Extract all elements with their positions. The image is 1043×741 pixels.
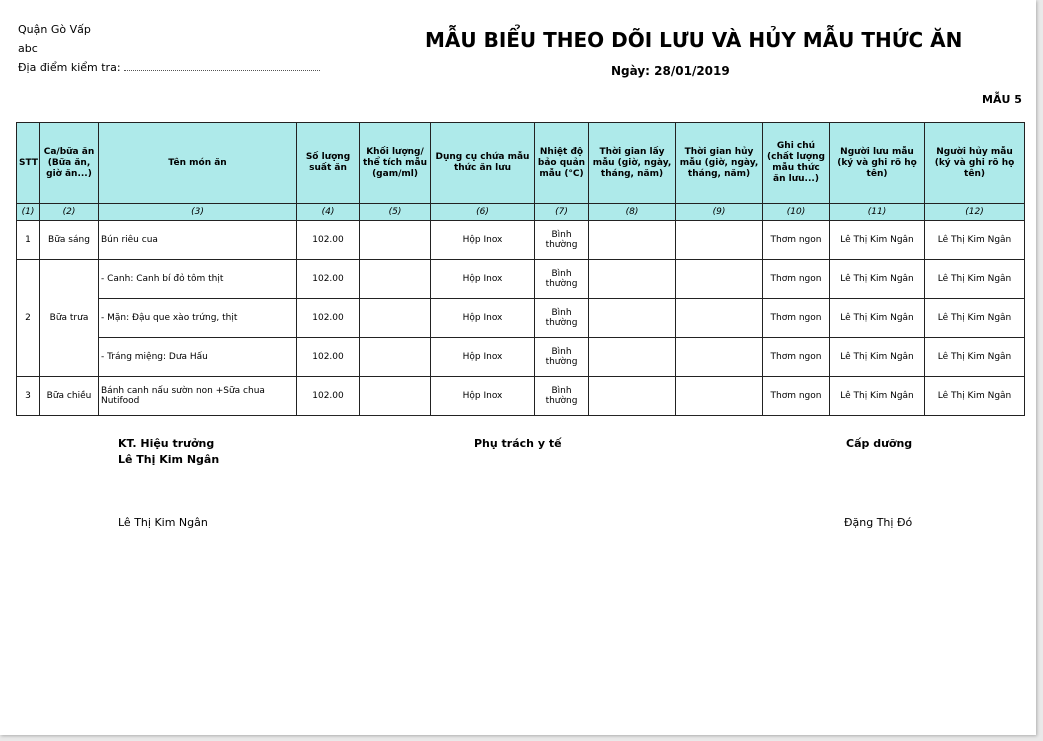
table-body [17, 221, 1025, 416]
table-row [17, 338, 1025, 377]
column-number: (4) [297, 204, 360, 221]
sample-tracking-table [16, 122, 1025, 416]
report-date: Ngày: 28/01/2019 [611, 64, 730, 78]
take-time-cell [589, 260, 676, 299]
temperature-cell: Bình thường [535, 260, 589, 299]
keeper-cell: Lê Thị Kim Ngân [830, 221, 925, 260]
column-header: Người lưu mẫu (ký và ghi rõ họ tên) [830, 123, 925, 204]
destroy-time-cell [676, 338, 763, 377]
column-header: Thời gian lấy mẫu (giờ, ngày, tháng, năm) [589, 123, 676, 204]
table-row [17, 221, 1025, 260]
header-left [18, 20, 320, 77]
location-line [18, 58, 320, 77]
table-header-row [17, 123, 1025, 204]
quantity-cell: 102.00 [297, 299, 360, 338]
dish-name-cell: - Tráng miệng: Dưa Hấu [99, 338, 297, 377]
note-cell: Thơm ngon [763, 260, 830, 299]
column-header: Ca/bữa ăn (Bữa ăn, giờ ăn...) [40, 123, 99, 204]
column-header: Nhiệt độ bảo quản mẫu (°C) [535, 123, 589, 204]
column-header: Tên món ăn [99, 123, 297, 204]
column-header: Dụng cụ chứa mẫu thức ăn lưu [431, 123, 535, 204]
cook-title: Cấp dưỡng [846, 437, 913, 450]
column-header: Người hủy mẫu (ký và ghi rõ họ tên) [925, 123, 1025, 204]
column-number: (2) [40, 204, 99, 221]
note-cell: Thơm ngon [763, 299, 830, 338]
dish-name-cell: - Mặn: Đậu que xào trứng, thịt [99, 299, 297, 338]
column-number: (11) [830, 204, 925, 221]
principal-name: Lê Thị Kim Ngân [118, 516, 208, 529]
take-time-cell [589, 377, 676, 416]
note-cell: Thơm ngon [763, 338, 830, 377]
table-row [17, 260, 1025, 299]
principal-title: KT. Hiệu trưởng [118, 437, 215, 450]
quantity-cell: 102.00 [297, 221, 360, 260]
quantity-cell: 102.00 [297, 338, 360, 377]
dish-name-cell: - Canh: Canh bí đỏ tôm thịt [99, 260, 297, 299]
take-time-cell [589, 338, 676, 377]
principal-signature-block [118, 436, 219, 468]
weight-cell [360, 338, 431, 377]
weight-cell [360, 260, 431, 299]
column-number: (6) [431, 204, 535, 221]
location-dotted-line [124, 59, 320, 71]
column-header: STT [17, 123, 40, 204]
district-name: Quận Gò Vấp [18, 23, 91, 36]
keeper-cell: Lê Thị Kim Ngân [830, 260, 925, 299]
stt-cell: 2 [17, 260, 40, 377]
temperature-cell: Bình thường [535, 338, 589, 377]
column-header: Khối lượng/ thể tích mẫu (gam/ml) [360, 123, 431, 204]
table-column-number-row [17, 204, 1025, 221]
weight-cell [360, 221, 431, 260]
container-cell: Hộp Inox [431, 377, 535, 416]
note-cell: Thơm ngon [763, 377, 830, 416]
container-cell: Hộp Inox [431, 221, 535, 260]
destroyer-cell: Lê Thị Kim Ngân [925, 338, 1025, 377]
take-time-cell [589, 299, 676, 338]
take-time-cell [589, 221, 676, 260]
destroyer-cell: Lê Thị Kim Ngân [925, 260, 1025, 299]
destroy-time-cell [676, 377, 763, 416]
column-number: (7) [535, 204, 589, 221]
table-row [17, 377, 1025, 416]
meal-cell: Bữa trưa [40, 260, 99, 377]
destroy-time-cell [676, 260, 763, 299]
table-row [17, 299, 1025, 338]
dish-name-cell: Bún riêu cua [99, 221, 297, 260]
temperature-cell: Bình thường [535, 221, 589, 260]
report-title: MẪU BIỂU THEO DÕI LƯU VÀ HỦY MẪU THỨC ĂN [425, 28, 963, 52]
dish-name-cell: Bánh canh nấu sườn non +Sữa chua Nutifood [99, 377, 297, 416]
column-header: Ghi chú (chất lượng mẫu thức ăn lưu...) [763, 123, 830, 204]
column-number: (5) [360, 204, 431, 221]
keeper-cell: Lê Thị Kim Ngân [830, 377, 925, 416]
location-label: Địa điểm kiểm tra: [18, 61, 121, 74]
cook-name: Đặng Thị Đó [844, 516, 913, 529]
meal-cell: Bữa chiều [40, 377, 99, 416]
keeper-cell: Lê Thị Kim Ngân [830, 338, 925, 377]
quantity-cell: 102.00 [297, 377, 360, 416]
column-number: (3) [99, 204, 297, 221]
destroyer-cell: Lê Thị Kim Ngân [925, 377, 1025, 416]
keeper-cell: Lê Thị Kim Ngân [830, 299, 925, 338]
stt-cell: 3 [17, 377, 40, 416]
temperature-cell: Bình thường [535, 377, 589, 416]
weight-cell [360, 299, 431, 338]
unit-name: abc [18, 42, 38, 55]
container-cell: Hộp Inox [431, 260, 535, 299]
medical-title: Phụ trách y tế [474, 437, 562, 450]
destroyer-cell: Lê Thị Kim Ngân [925, 299, 1025, 338]
column-number: (8) [589, 204, 676, 221]
column-header: Số lượng suất ăn [297, 123, 360, 204]
destroy-time-cell [676, 221, 763, 260]
stt-cell: 1 [17, 221, 40, 260]
temperature-cell: Bình thường [535, 299, 589, 338]
meal-cell: Bữa sáng [40, 221, 99, 260]
weight-cell [360, 377, 431, 416]
container-cell: Hộp Inox [431, 299, 535, 338]
column-header: Thời gian hủy mẫu (giờ, ngày, tháng, năm) [676, 123, 763, 204]
note-cell: Thơm ngon [763, 221, 830, 260]
destroy-time-cell [676, 299, 763, 338]
quantity-cell: 102.00 [297, 260, 360, 299]
column-number: (9) [676, 204, 763, 221]
principal-subtitle: Lê Thị Kim Ngân [118, 453, 220, 466]
column-number: (10) [763, 204, 830, 221]
destroyer-cell: Lê Thị Kim Ngân [925, 221, 1025, 260]
container-cell: Hộp Inox [431, 338, 535, 377]
column-number: (1) [17, 204, 40, 221]
form-number: MẪU 5 [982, 93, 1022, 106]
column-number: (12) [925, 204, 1025, 221]
